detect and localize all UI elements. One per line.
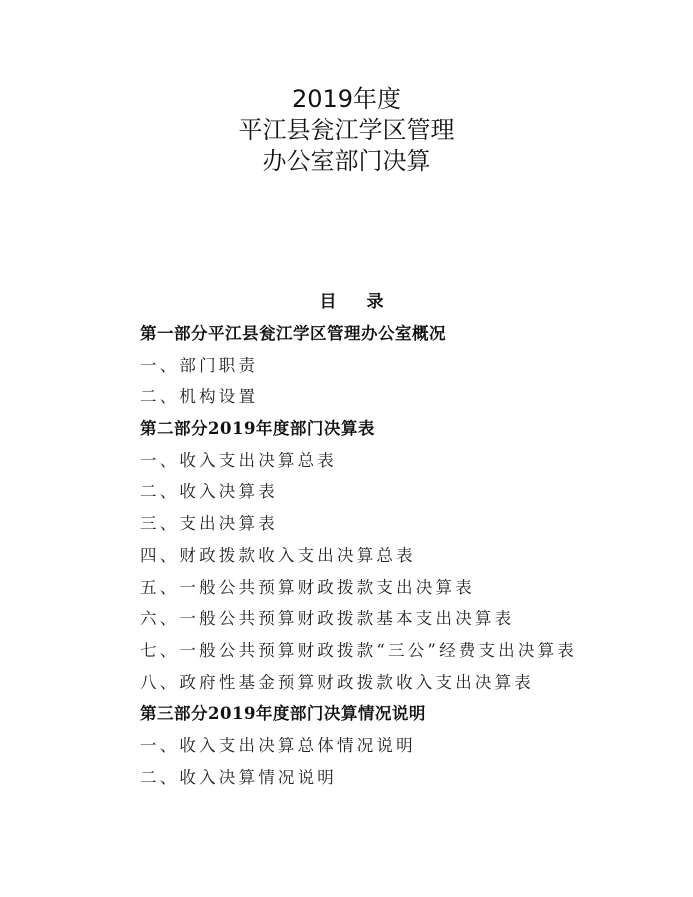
table-of-contents xyxy=(140,318,680,793)
title-subject: 办公室部门决算 xyxy=(262,147,431,175)
toc-part-2: 第二部分2019年度部门决算表 xyxy=(140,419,375,439)
toc-heading: 目 录 xyxy=(319,292,396,312)
toc-entry: 一、收入支出决算总体情况说明 xyxy=(140,735,416,755)
toc-entry: 二、收入决算情况说明 xyxy=(140,767,337,787)
toc-entry: 五、一般公共预算财政拨款支出决算表 xyxy=(140,577,475,597)
toc-entry: 七、一般公共预算财政拨款“三公”经费支出决算表 xyxy=(140,640,577,660)
title-year: 2019年度 xyxy=(291,85,402,113)
toc-entry: 六、一般公共预算财政拨款基本支出决算表 xyxy=(140,609,515,629)
toc-part-1: 第一部分平江县瓮江学区管理办公室概况 xyxy=(140,324,446,343)
toc-entry: 二、收入决算表 xyxy=(140,482,278,502)
toc-entry: 一、收入支出决算总表 xyxy=(140,450,337,470)
title-organization: 平江县瓮江学区管理 xyxy=(238,116,455,144)
toc-entry: 三、支出决算表 xyxy=(140,514,278,534)
toc-entry: 一、部门职责 xyxy=(140,355,259,375)
toc-entry: 四、财政拨款收入支出决算总表 xyxy=(140,545,416,565)
toc-part-3: 第三部分2019年度部门决算情况说明 xyxy=(140,704,426,724)
document-title xyxy=(0,84,693,177)
toc-entry: 二、机构设置 xyxy=(140,387,259,407)
toc-entry: 八、政府性基金预算财政拨款收入支出决算表 xyxy=(140,672,534,692)
